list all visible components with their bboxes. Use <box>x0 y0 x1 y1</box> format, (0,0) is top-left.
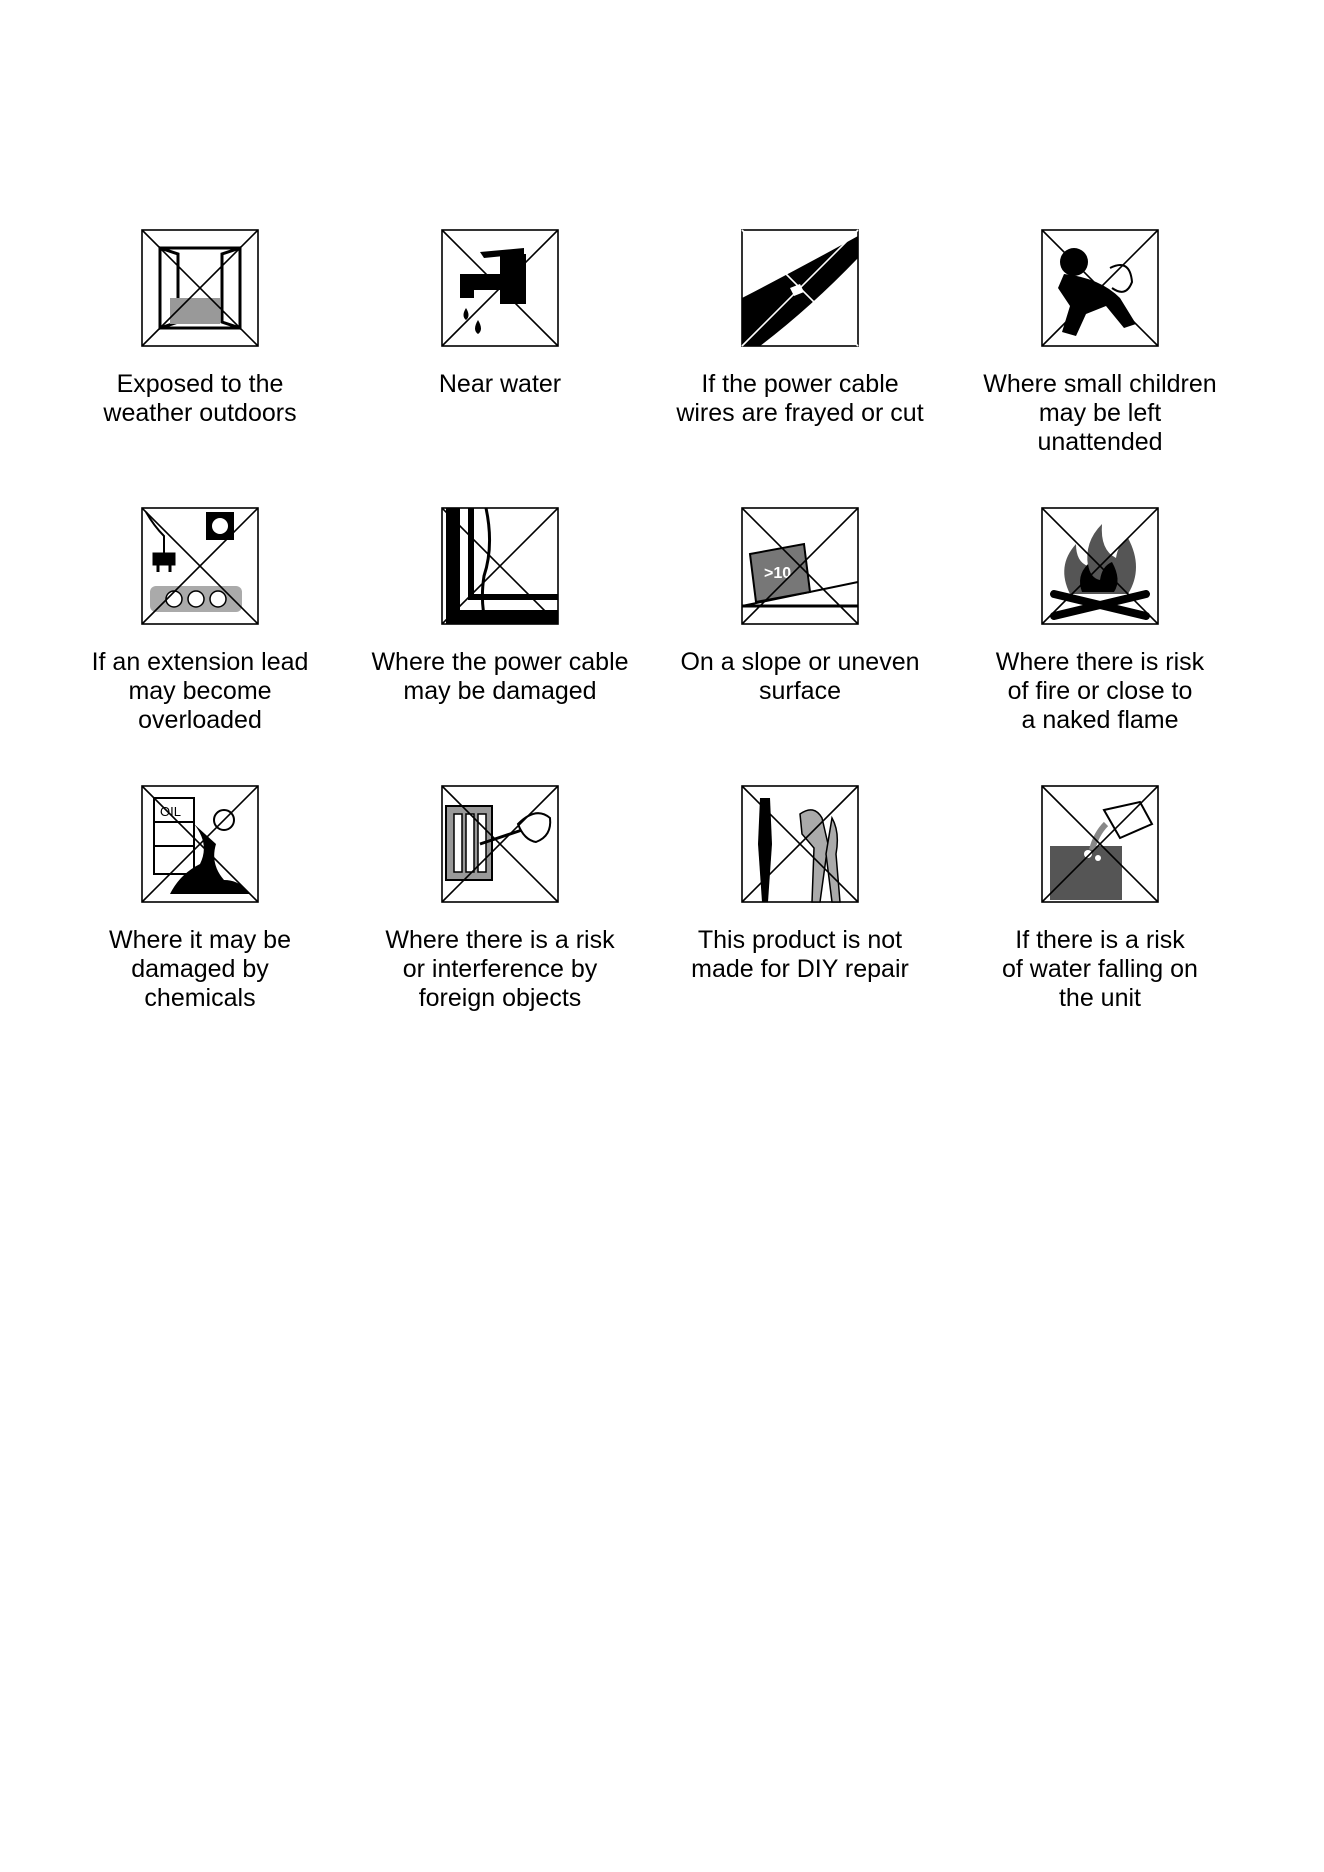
warning-item <box>950 784 1250 1013</box>
frayed-cable-icon <box>740 228 860 348</box>
warning-caption: Near water <box>438 370 562 398</box>
oil-label: OIL <box>160 804 181 819</box>
warning-caption: Where there is risk of fire or close to a naked flame <box>995 648 1205 734</box>
warning-row <box>50 506 1250 784</box>
warning-item <box>350 784 650 1013</box>
warning-item <box>950 506 1250 735</box>
warning-item <box>650 506 950 706</box>
warning-item <box>650 228 950 428</box>
warning-item <box>350 506 650 706</box>
warning-item <box>50 506 350 735</box>
warning-row <box>50 228 1250 506</box>
warning-caption: If the power cable wires are frayed or cut <box>676 370 924 427</box>
warning-item <box>50 228 350 428</box>
warning-caption: This product is not made for DIY repair <box>691 926 909 983</box>
pinched-cable-icon <box>440 506 560 626</box>
warning-caption: Where it may be damaged by chemicals <box>108 926 291 1012</box>
warning-item <box>50 784 350 1013</box>
fire-icon <box>1040 506 1160 626</box>
tools-icon <box>740 784 860 904</box>
warning-caption: Where the power cable may be damaged <box>371 648 629 705</box>
slope-angle-label: >10 <box>764 565 792 582</box>
warning-item <box>350 228 650 399</box>
warning-caption: If an extension lead may become overloaded <box>91 648 309 734</box>
warning-caption: Exposed to the weather outdoors <box>103 370 297 427</box>
pouring-water-icon <box>1040 784 1160 904</box>
slope-icon <box>740 506 860 626</box>
warning-item <box>650 784 950 984</box>
warning-item <box>950 228 1250 457</box>
water-tap-icon <box>440 228 560 348</box>
warning-caption: Where small children may be left unattended <box>983 370 1217 456</box>
warning-caption: If there is a risk of water falling on the unit <box>1002 926 1198 1012</box>
warning-caption: Where there is a risk or interference by foreign objects <box>385 926 615 1012</box>
child-icon <box>1040 228 1160 348</box>
warning-caption: On a slope or uneven surface <box>680 648 920 705</box>
open-window-icon <box>140 228 260 348</box>
warning-grid <box>50 228 1250 1062</box>
warning-row <box>50 784 1250 1062</box>
extension-lead-icon <box>140 506 260 626</box>
oil-barrel-icon <box>140 784 260 904</box>
foreign-object-icon <box>440 784 560 904</box>
